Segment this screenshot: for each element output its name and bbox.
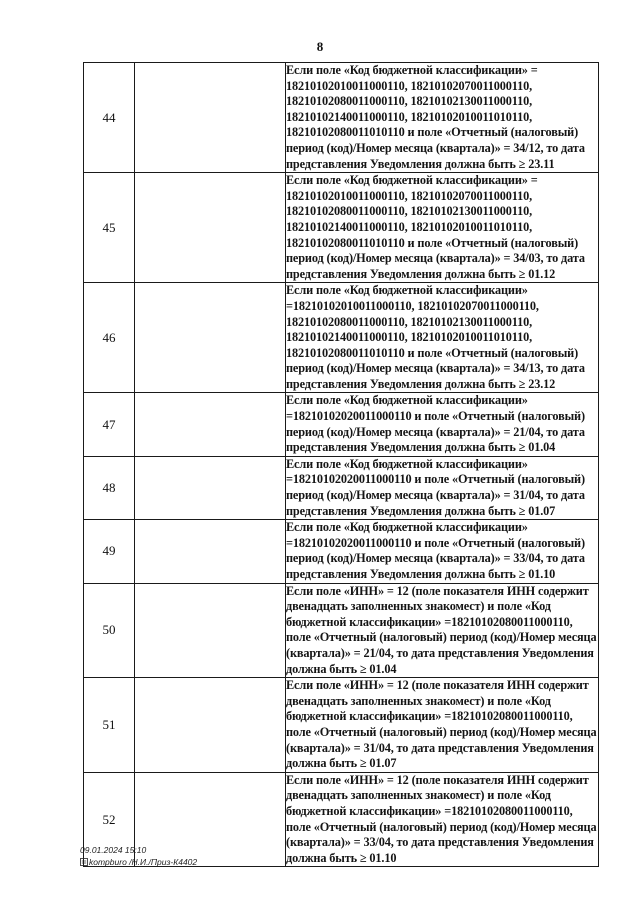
table-row	[84, 583, 599, 678]
empty-cell	[135, 283, 286, 393]
row-number: 45	[84, 173, 135, 283]
row-number: 52	[84, 772, 135, 867]
table-row	[84, 678, 599, 773]
rule-description: Если поле «Код бюджетной классификации» = 18210102010011000110, 18210102070011000110, 18210102080011000110, 18210102130011000110, 18210102140011000110, 18210102010011010110, 18210102080011010110 и поле «Отчетный (налоговый) период (код)/Номер месяца (квартала)» = 34/03, то дата представления Уведомления должна быть ≥ 01.12	[286, 173, 599, 283]
empty-cell	[135, 520, 286, 583]
table-row	[84, 283, 599, 393]
empty-cell	[135, 678, 286, 773]
row-number: 46	[84, 283, 135, 393]
validation-rules-table	[83, 62, 599, 867]
rule-description: Если поле «Код бюджетной классификации» =18210102020011000110 и поле «Отчетный (налоговый) период (код)/Номер месяца (квартала)» = 21/04, то дата представления Уведомления должна быть ≥ 01.04	[286, 393, 599, 456]
row-number: 49	[84, 520, 135, 583]
empty-cell	[135, 63, 286, 173]
rule-description: Если поле «ИНН» = 12 (поле показателя ИНН содержит двенадцать заполненных знакомест) и поле «Код бюджетной классификации» =18210102080011000110, поле «Отчетный (налоговый) период (код)/Номер месяца (квартала)» = 21/04, то дата представления Уведомления должна быть ≥ 01.04	[286, 583, 599, 678]
table-row	[84, 173, 599, 283]
footer-document-ref	[80, 857, 197, 867]
table-row	[84, 456, 599, 519]
rule-description: Если поле «Код бюджетной классификации» = 18210102010011000110, 18210102070011000110, 18210102080011000110, 18210102130011000110, 18210102140011000110, 18210102010011010110, 18210102080011010110 и поле «Отчетный (налоговый) период (код)/Номер месяца (квартала)» = 34/12, то дата представления Уведомления должна быть ≥ 23.11	[286, 63, 599, 173]
rule-description: Если поле «ИНН» = 12 (поле показателя ИНН содержит двенадцать заполненных знакомест) и поле «Код бюджетной классификации» =18210102080011000110, поле «Отчетный (налоговый) период (код)/Номер месяца (квартала)» = 31/04, то дата представления Уведомления должна быть ≥ 01.07	[286, 678, 599, 773]
empty-cell	[135, 393, 286, 456]
empty-cell	[135, 583, 286, 678]
empty-cell	[135, 173, 286, 283]
rule-description: Если поле «Код бюджетной классификации» =18210102010011000110, 18210102070011000110, 18210102080011000110, 18210102130011000110, 18210102140011000110, 18210102010011010110, 18210102080011010110 и поле «Отчетный (налоговый) период (код)/Номер месяца (квартала)» = 34/13, то дата представления Уведомления должна быть ≥ 23.12	[286, 283, 599, 393]
document-icon	[80, 858, 88, 866]
empty-cell	[135, 772, 286, 867]
rule-description: Если поле «ИНН» = 12 (поле показателя ИНН содержит двенадцать заполненных знакомест) и поле «Код бюджетной классификации» =18210102080011000110, поле «Отчетный (налоговый) период (код)/Номер месяца (квартала)» = 33/04, то дата представления Уведомления должна быть ≥ 01.10	[286, 772, 599, 867]
rule-description: Если поле «Код бюджетной классификации» =18210102020011000110 и поле «Отчетный (налоговый) период (код)/Номер месяца (квартала)» = 33/04, то дата представления Уведомления должна быть ≥ 01.10	[286, 520, 599, 583]
table-row	[84, 772, 599, 867]
table-row	[84, 63, 599, 173]
footer-doc-label: kompburo /Н.И./Приз-К4402	[89, 857, 198, 867]
footer-date: 09.01.2024 15:10	[80, 845, 147, 855]
row-number: 51	[84, 678, 135, 773]
table-row	[84, 520, 599, 583]
row-number: 50	[84, 583, 135, 678]
row-number: 47	[84, 393, 135, 456]
row-number: 48	[84, 456, 135, 519]
row-number: 44	[84, 63, 135, 173]
table-row	[84, 393, 599, 456]
empty-cell	[135, 456, 286, 519]
rule-description: Если поле «Код бюджетной классификации» =18210102020011000110 и поле «Отчетный (налоговый) период (код)/Номер месяца (квартала)» = 31/04, то дата представления Уведомления должна быть ≥ 01.07	[286, 456, 599, 519]
page-number: 8	[316, 39, 324, 54]
